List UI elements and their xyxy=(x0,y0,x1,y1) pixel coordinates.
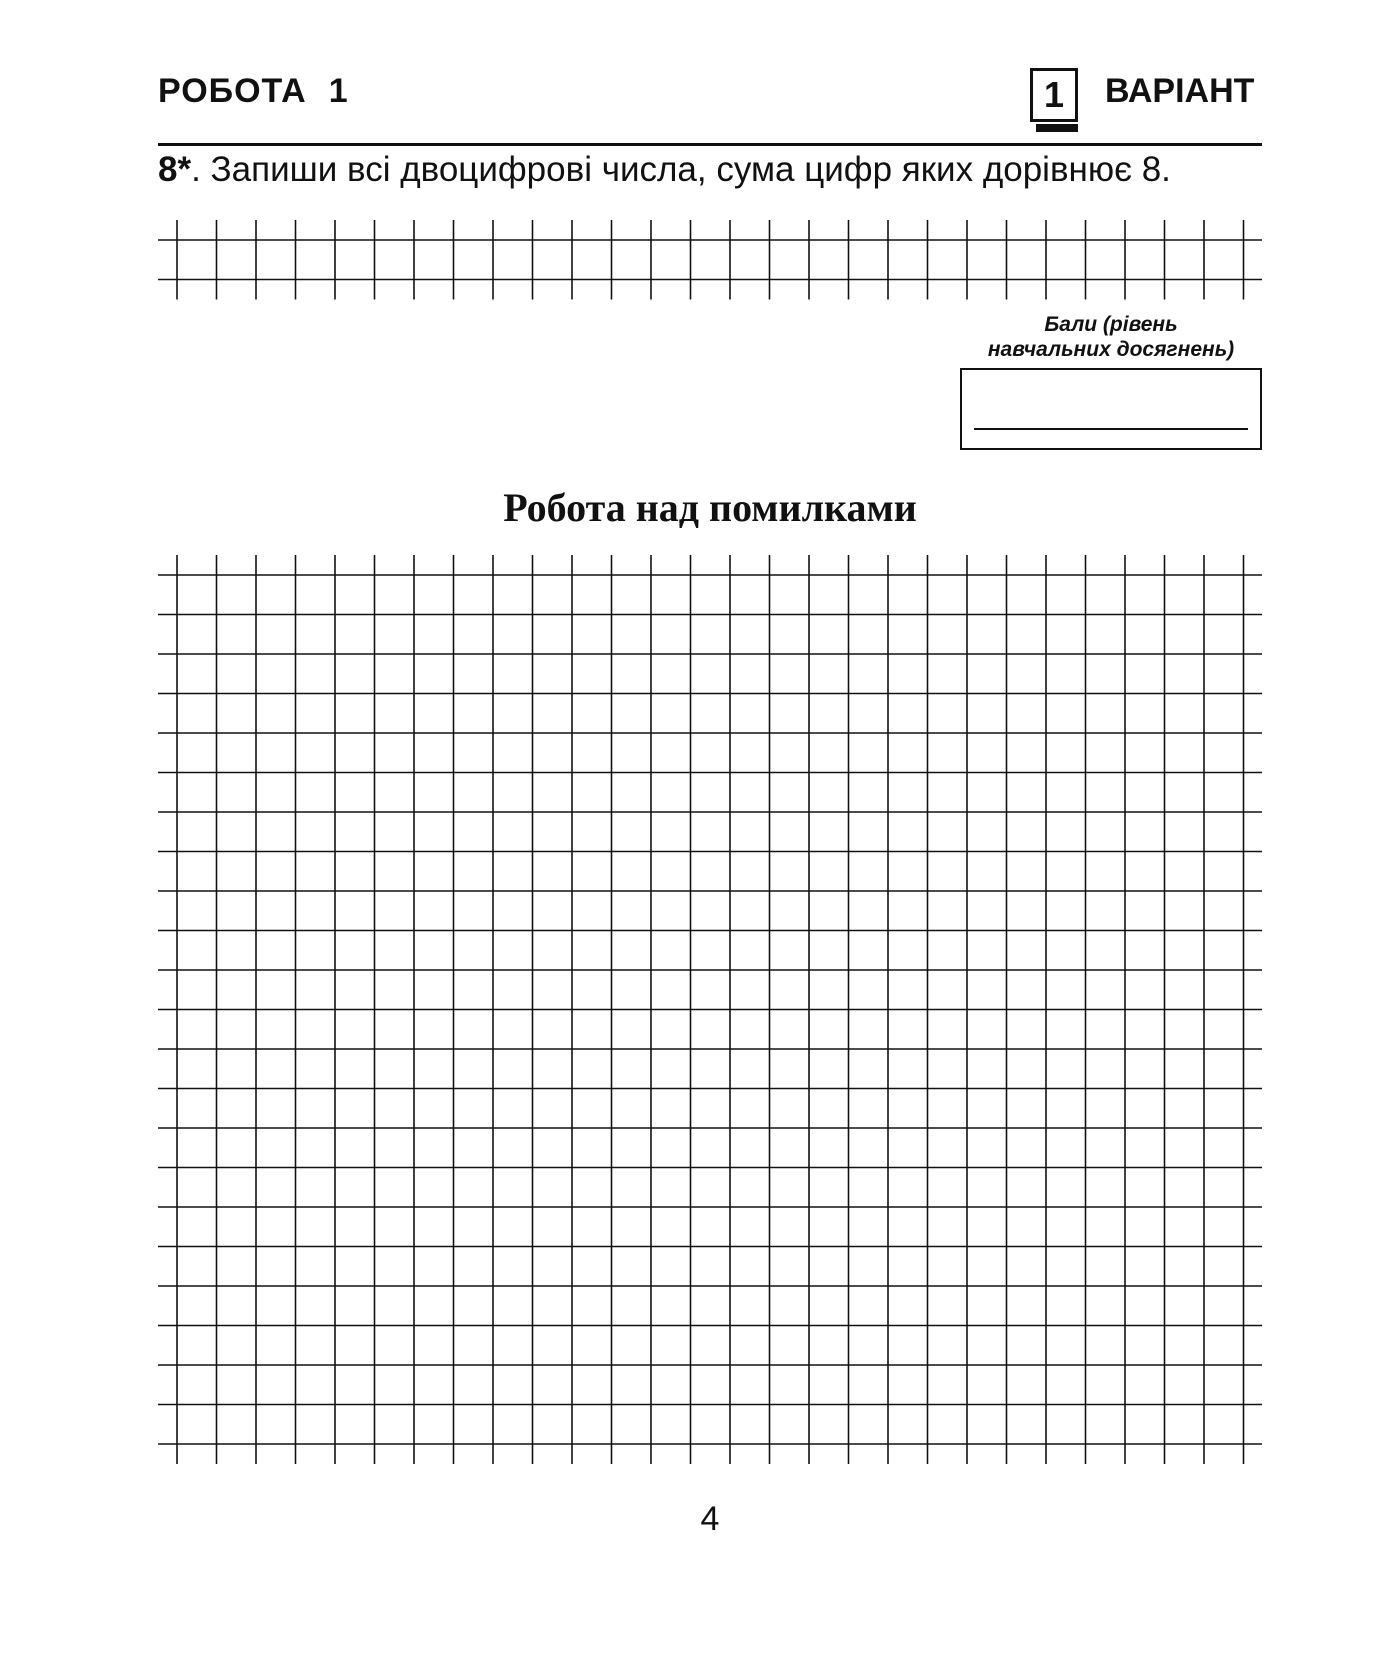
variant-number-box xyxy=(1030,68,1078,122)
score-entry-line xyxy=(974,428,1248,430)
page-number: 4 xyxy=(700,1500,720,1538)
task-number: 8* xyxy=(158,150,192,189)
work-heading xyxy=(158,72,349,111)
task-8 xyxy=(158,150,1171,190)
variant-number: 1 xyxy=(1043,74,1065,115)
section-title: Робота над помилками xyxy=(503,485,917,530)
variant-box-shadow xyxy=(1036,124,1078,132)
corrections-grid[interactable] xyxy=(158,555,1262,1465)
work-label: РОБОТА xyxy=(158,72,307,110)
variant-label: ВАРІАНТ xyxy=(1105,72,1255,110)
answer-grid[interactable] xyxy=(158,220,1262,300)
score-label-line1: Бали (рівень xyxy=(1044,313,1178,336)
score-box[interactable] xyxy=(960,368,1262,450)
score-label xyxy=(960,312,1262,362)
work-number: 1 xyxy=(328,72,349,110)
header-rule xyxy=(158,143,1262,146)
score-label-line2: навчальних досягнень) xyxy=(987,338,1235,361)
task-text: . Запиши всі двоцифрові числа, сума цифр яких дорівнює 8. xyxy=(191,150,1171,189)
